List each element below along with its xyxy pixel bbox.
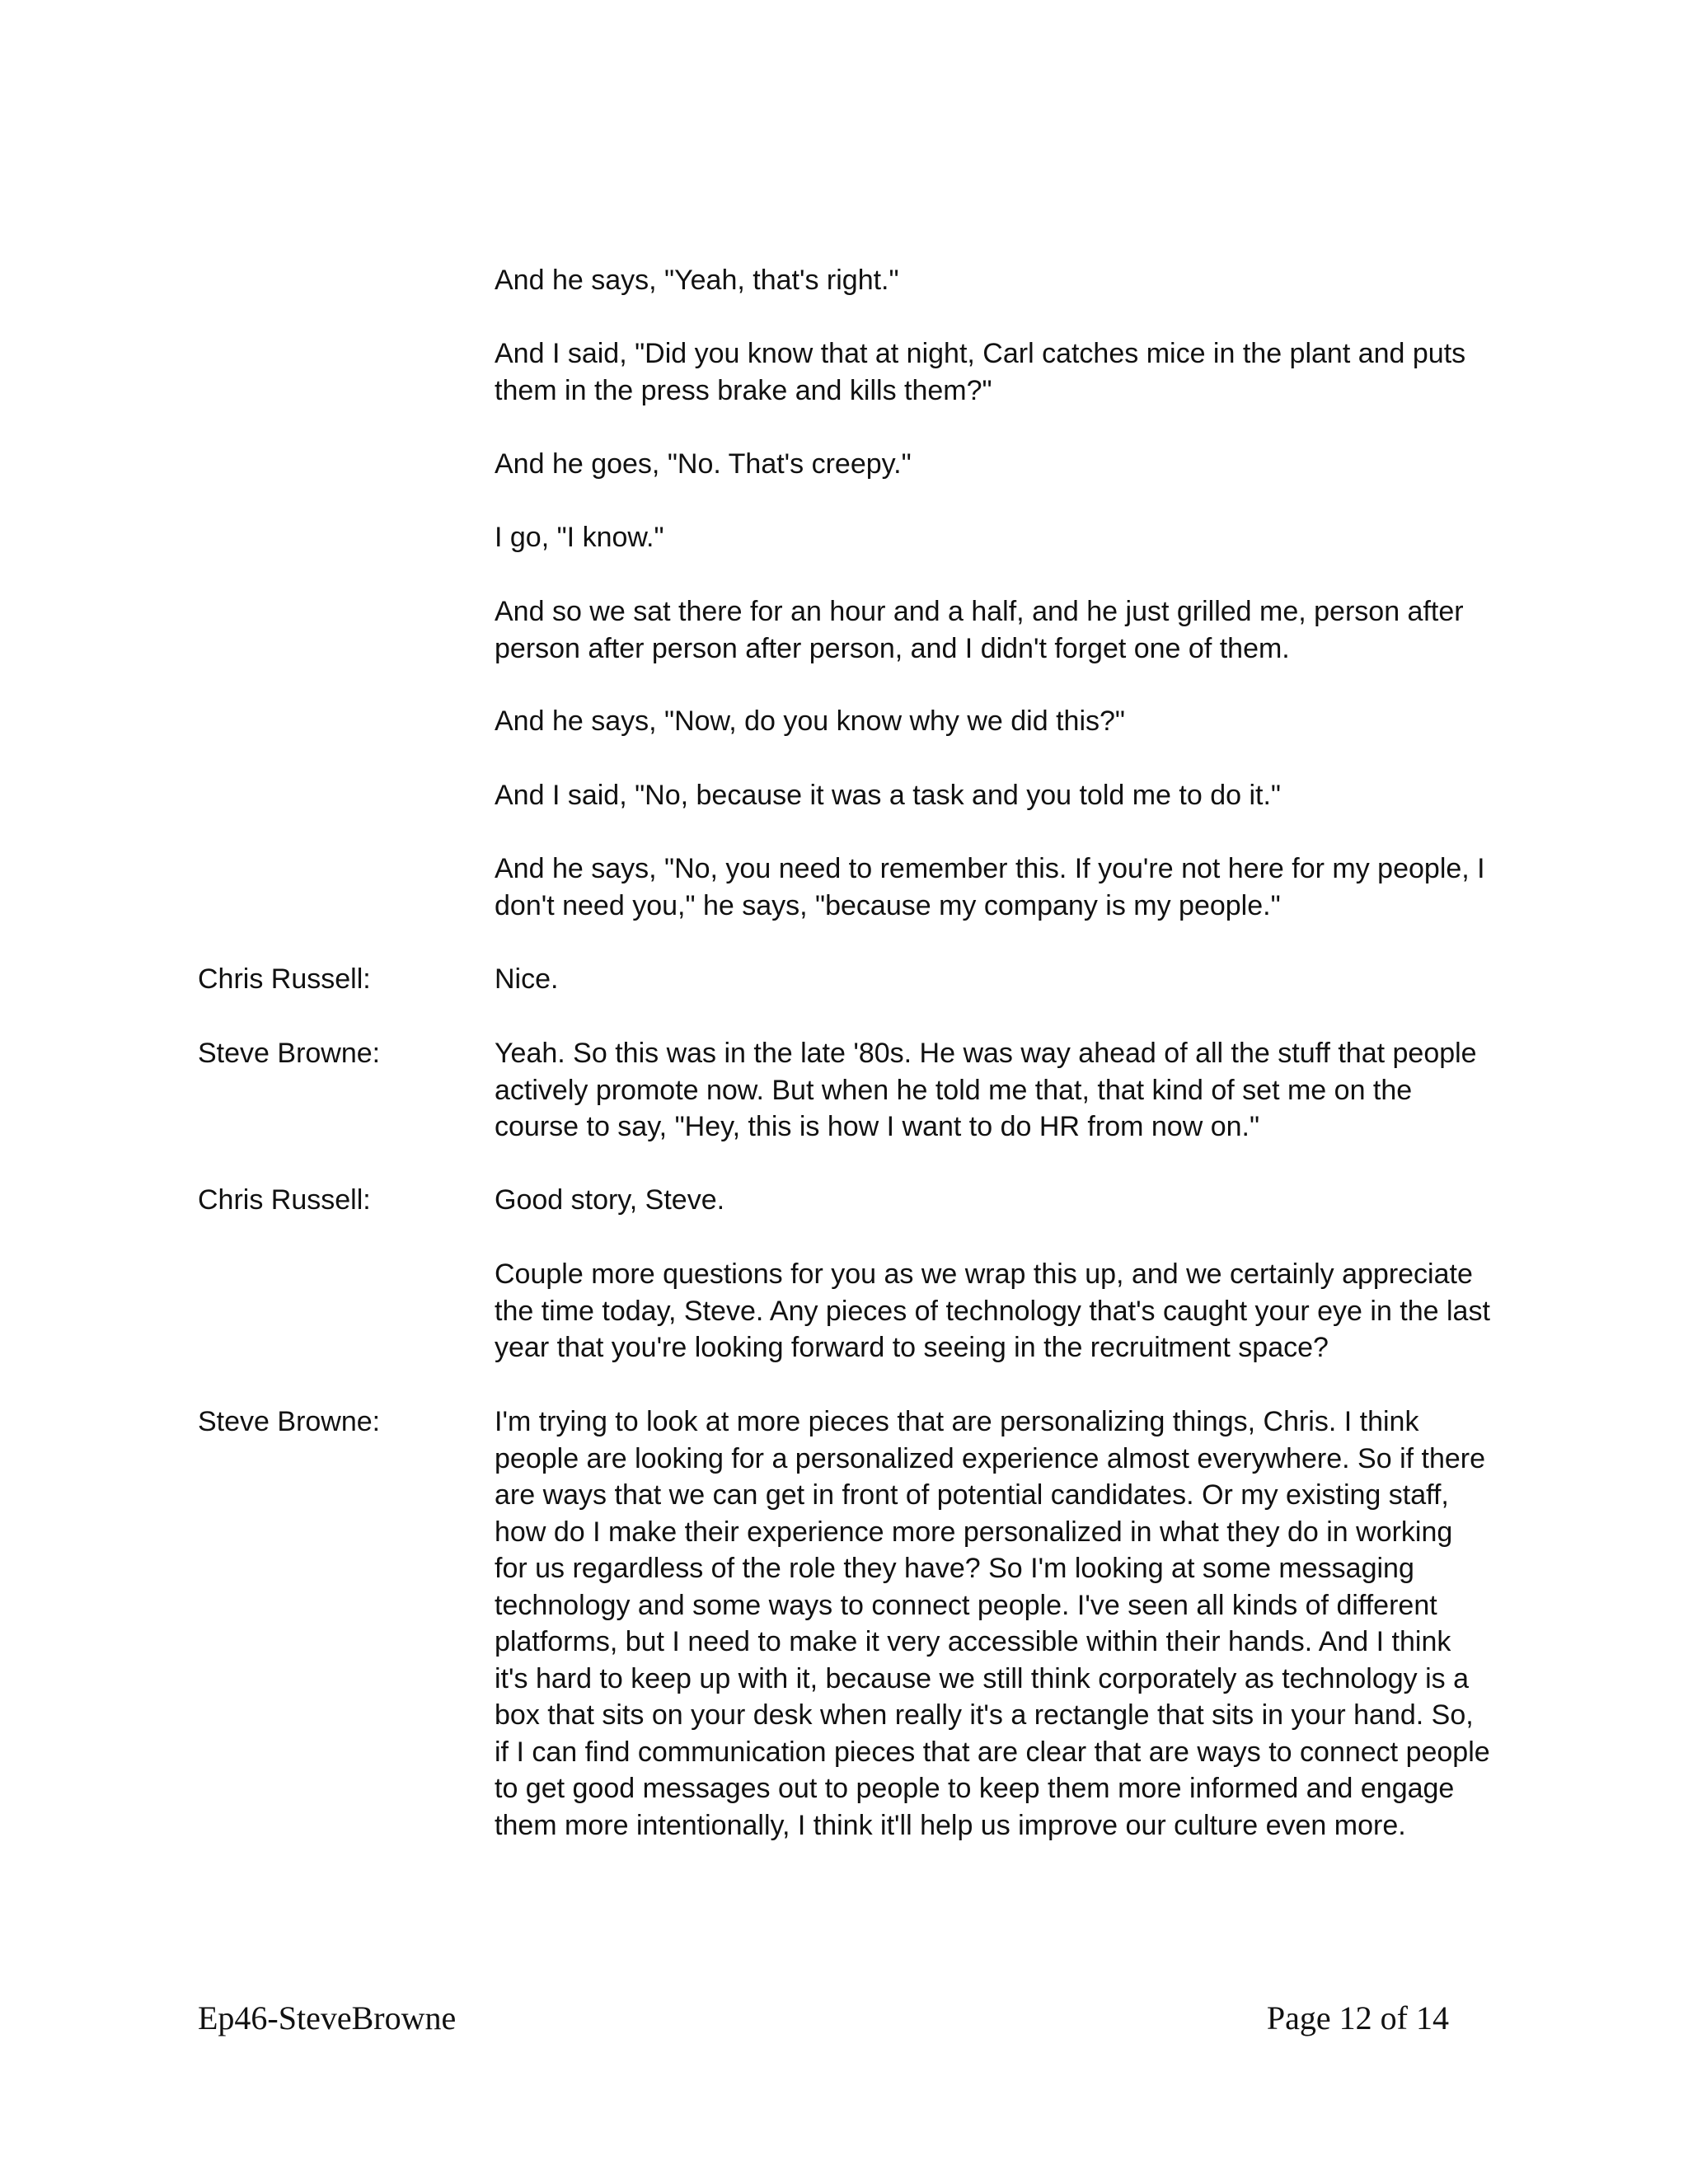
utterance-text: Nice.: [495, 963, 559, 995]
utterance-text: Couple more questions for you as we wrap this up, and we certainly appreciate the time today, Steve. Any pieces of technology that's caught your eye in the last year that you're looking forward to seeing in the recruitment space?: [495, 1258, 1490, 1363]
utterance-text: And I said, "No, because it was a task and you told me to do it.": [495, 780, 1281, 811]
utterance-text: And he says, "No, you need to remember this. If you're not here for my people, I don't need you," he says, "because my company is my people.": [495, 853, 1485, 921]
speaker-label: Steve Browne:: [198, 1038, 381, 1069]
footer-page-number: Page 12 of 14: [1266, 1999, 1449, 2036]
utterance-text: Yeah. So this was in the late '80s. He was way ahead of all the stuff that people actively promote now. But when he told me that, that kind of set me on the course to say, "Hey, this is how I want to do HR from now on.": [495, 1038, 1477, 1142]
speaker-label: Chris Russell:: [198, 1184, 371, 1216]
speaker-label: Steve Browne:: [198, 1406, 381, 1437]
utterance-text: Good story, Steve.: [495, 1184, 725, 1216]
utterance-text: And he goes, "No. That's creepy.": [495, 448, 912, 480]
utterance-text: And he says, "Yeah, that's right.": [495, 265, 899, 296]
utterance-text: I'm trying to look at more pieces that are personalizing things, Chris. I think people are looking for a personalized experience almost everywhere. So if there are ways that we can get in front of potential candidates. Or my existing staff, how do I make their experience more personalized in what they do in working for us regardless of the role they have? So I'm looking at some messaging technology and some ways to connect people. I've seen all kinds of different platforms, but I need to make it very accessible within their hands. And I think it's hard to keep up with it, because we still think corporately as technology is a box that sits on your desk when really it's a rectangle that sits in your hand. So, if I can find communication pieces that are clear that are ways to connect people to get good messages out to people to keep them more informed and engage them more intentionally, I think it'll help us improve our culture even more.: [495, 1406, 1490, 1841]
utterance-text: And so we sat there for an hour and a half, and he just grilled me, person after person after person after person, and I didn't forget one of them.: [495, 596, 1464, 664]
utterance-text: I go, "I know.": [495, 522, 664, 553]
speaker-label: Chris Russell:: [198, 963, 371, 995]
footer-episode-name: Ep46-SteveBrowne: [198, 1999, 457, 2036]
utterance-text: And he says, "Now, do you know why we did this?": [495, 705, 1125, 737]
utterance-text: And I said, "Did you know that at night, Carl catches mice in the plant and puts them in the press brake and kills them?": [495, 338, 1466, 406]
